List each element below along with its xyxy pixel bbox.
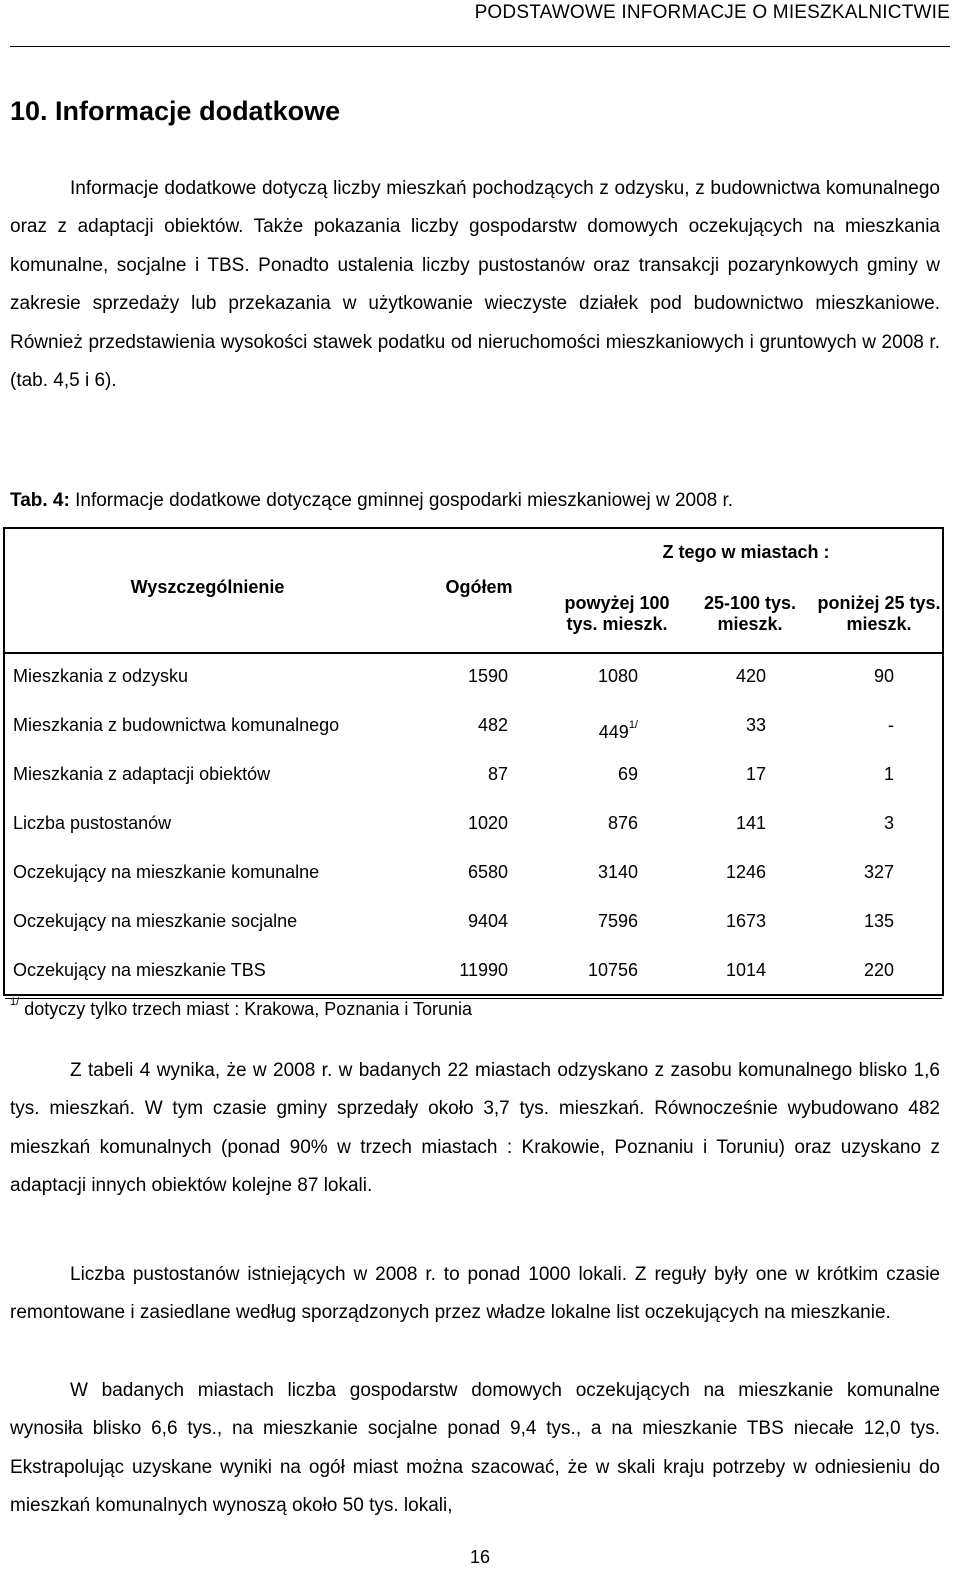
cell-small-cities: 3 [883,813,894,833]
cell-large-cities: 3140 [597,862,638,882]
header-total: Ogółem [445,577,513,597]
header-cities-small: poniżej 25 tys. mieszk. [817,593,941,634]
cell-large-cities [548,701,638,750]
cell-small-cities: 90 [873,666,894,686]
header-description: Wyszczególnienie [130,577,285,597]
cell-small-cities: 327 [863,862,894,882]
table-row [5,897,942,946]
cell-small-cities: 135 [863,911,894,931]
footnote-marker: 1/ [10,996,20,1008]
table-caption-number: Tab. 4: [10,490,70,511]
analysis-paragraph-1: Z tabeli 4 wynika, że w 2008 r. w badanych 22 miastach odzyskano z zasobu komunalnego blisko 1,6 tys. mieszkań. W tym czasie gminy sprzedały około 3,7 tys. mieszkań. Równocześnie wybudowano 482 mieszkań komunalnych (ponad 90% w trzech miastach : Krakowie, Poznaniu i Toruniu) oraz uzyskano z adaptacji innych obiektów kolejne 87 lokali. [10,1060,940,1197]
header-rule [10,46,950,47]
table-row [5,652,942,701]
cell-medium-cities: 17 [745,764,766,784]
table-body [5,652,942,995]
cell-total: 87 [487,764,508,784]
cell-total: 11990 [459,960,508,980]
cell-large-cities: 7596 [597,911,638,931]
table-header [5,529,942,654]
table-row [5,799,942,848]
page-number: 16 [469,1547,491,1567]
section-heading: 10. Informacje dodatkowe [10,96,341,126]
cell-total: 9404 [467,911,508,931]
table-row [5,701,942,750]
cell-total: 1590 [467,666,508,686]
table-caption-text: Informacje dodatkowe dotyczące gminnej gospodarki mieszkaniowej w 2008 r. [69,490,734,511]
cell-total: 482 [477,715,508,735]
cell-large-cities: 1080 [597,666,638,686]
cell-medium-cities: 1014 [725,960,766,980]
header-city-group: Z tego w miastach : [662,542,830,562]
cell-large-cities: 69 [617,764,638,784]
cell-large-cities: 10756 [587,960,638,980]
footnote-text: dotyczy tylko trzech miast : Krakowa, Poznania i Torunia [24,999,473,1019]
table-footnote [10,996,472,1020]
cell-medium-cities: 420 [735,666,766,686]
intro-paragraph: Informacje dodatkowe dotyczą liczby mieszkań pochodzących z odzysku, z budownictwa komunalnego oraz z adaptacji obiektów. Także pokazania liczby gospodarstw domowych oczekujących na mieszkania komunalne, socjalne i TBS. Ponadto ustalenia liczby pustostanów oraz transakcji pozarynkowych gminy w zakresie sprzedaży lub przekazania w użytkowanie wieczyste działek pod budownictwo mieszkaniowe. Również przedstawienia wysokości stawek podatku od nieruchomości mieszkaniowych i gruntowych w 2008 r. (tab. 4,5 i 6). [10,178,940,392]
table-row [5,848,942,897]
cell-small-cities: 1 [883,764,894,784]
header-cities-medium: 25-100 tys. mieszk. [703,593,797,634]
row-label: Mieszkania z adaptacji obiektów [13,764,271,784]
row-label: Liczba pustostanów [13,813,172,833]
row-label: Oczekujący na mieszkanie TBS [13,960,266,980]
running-header: PODSTAWOWE INFORMACJE O MIESZKALNICTWIE [474,2,950,23]
header-cities-large: powyżej 100 tys. mieszk. [564,593,670,634]
row-label: Oczekujący na mieszkanie socjalne [13,911,298,931]
table-caption [10,490,733,512]
row-label: Mieszkania z budownictwa komunalnego [13,715,340,735]
footnote-reference: 1/ [628,719,638,731]
cell-medium-cities: 141 [735,813,766,833]
row-label: Mieszkania z odzysku [13,666,189,686]
analysis-paragraph-2: Liczba pustostanów istniejących w 2008 r. to ponad 1000 lokali. Z reguły były one w krótkim czasie remontowane i zasiedlane według sporządzonych przez władze lokalne list oczekujących na mieszkanie. [10,1264,940,1324]
analysis-paragraph-3: W badanych miastach liczba gospodarstw domowych oczekujących na mieszkanie komunalne wynosiła blisko 6,6 tys., na mieszkanie socjalne ponad 9,4 tys., a na mieszkanie TBS niecałe 12,0 tys. Ekstrapolując uzyskane wyniki na ogół miast można szacować, że w skali kraju potrzeby w odniesieniu do mieszkań komunalnych wynoszą około 50 tys. lokali, [10,1380,940,1517]
data-table [3,527,944,996]
row-label: Oczekujący na mieszkanie komunalne [13,862,320,882]
table-row [5,750,942,799]
table-row [5,946,942,995]
cell-total: 1020 [467,813,508,833]
cell-total: 6580 [467,862,508,882]
cell-value: 449 [598,722,629,742]
cell-medium-cities: 1673 [725,911,766,931]
cell-medium-cities: 33 [745,715,766,735]
cell-small-cities: - [888,715,894,735]
cell-small-cities: 220 [863,960,894,980]
cell-medium-cities: 1246 [725,862,766,882]
cell-large-cities: 876 [607,813,638,833]
